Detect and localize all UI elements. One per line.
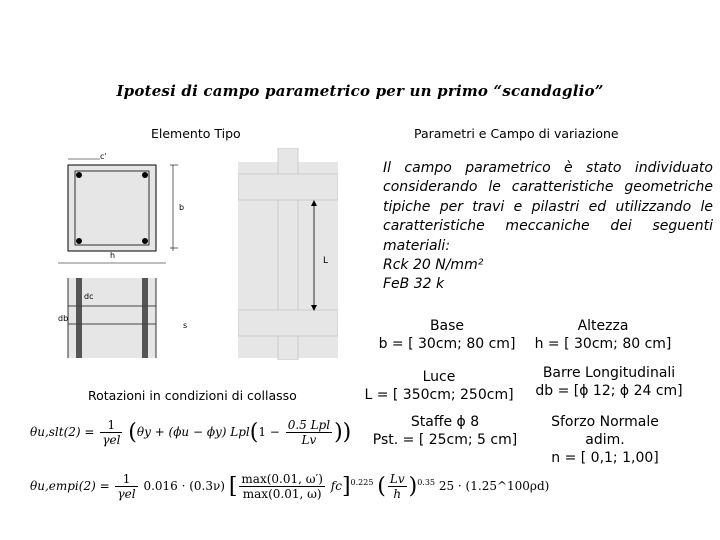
L-label: L xyxy=(323,256,329,266)
description-line: caratteristiche meccaniche dei seguenti xyxy=(383,218,713,235)
f2-exp1: 0.225 xyxy=(350,478,374,487)
f2-max-n: max(0.01, ω′) xyxy=(241,472,323,486)
s-label: s xyxy=(183,321,188,330)
staffe-label: Staffe ϕ 8 xyxy=(410,414,480,430)
f2-lv-n: Lv xyxy=(389,472,405,486)
db-label: db xyxy=(58,314,69,323)
f1-eq: = xyxy=(84,425,95,439)
param-altezza xyxy=(528,317,678,353)
sforzo-label: Sforzo Normale adim. xyxy=(551,414,659,448)
header-parametri: Parametri e Campo di variazione xyxy=(414,126,619,141)
header-rotazioni: Rotazioni in condizioni di collasso xyxy=(88,388,297,403)
description-line: materiali: xyxy=(383,237,451,254)
description-line: tipiche per travi e pilastri ed utilizzando le xyxy=(383,198,713,215)
f2-lv-d: h xyxy=(393,487,402,501)
f1-coef-n: 1 xyxy=(100,418,122,433)
long-bar xyxy=(76,278,82,358)
f1-lhs: θu,slt(2) xyxy=(30,425,81,439)
f2-lhs: θu,empi(2) xyxy=(30,479,96,493)
f1-tail-n: 0.5 Lpl xyxy=(287,418,331,432)
description-paragraph xyxy=(383,159,713,295)
staffe-value: Pst. = [ 25cm; 5 cm] xyxy=(372,432,518,448)
barre-value: db = [ϕ 12; ϕ 24 cm] xyxy=(535,383,683,399)
description-line: Il campo parametrico è stato individuato xyxy=(383,160,713,176)
base-label: Base xyxy=(429,318,465,334)
formula-theta-slt: θu,slt(2) = $\frac{1}{\text{γel}}$ (θy + (ϕu − ϕy) Lpl(1 − $\frac{\text{0.5 Lpl}}{Lv}$ )) xyxy=(30,418,352,447)
long-bar xyxy=(142,278,148,358)
param-barre xyxy=(534,364,684,400)
luce-label: Luce xyxy=(422,369,456,385)
f2-const: 0.016 · (0.3ν) xyxy=(143,479,225,493)
f1-body: θy + (ϕu − ϕy) Lpl xyxy=(136,425,250,439)
f2-fc: fc xyxy=(330,479,342,493)
header-elemento-tipo: Elemento Tipo xyxy=(151,126,241,141)
base-value: b = [ 30cm; 80 cm] xyxy=(378,336,516,352)
f2-exp2: 0.35 xyxy=(417,478,436,487)
h-label: h xyxy=(110,251,116,260)
rck-value: Rck 20 N/mm² xyxy=(383,257,484,274)
param-luce xyxy=(364,368,514,404)
altezza-label: Altezza xyxy=(577,318,629,334)
description-line: considerando le caratteristiche geometriche xyxy=(383,179,713,196)
f1-tail-d: Lv xyxy=(301,433,317,447)
rebar xyxy=(142,238,148,244)
param-sforzo xyxy=(530,413,680,467)
formula-theta-empi: θu,empi(2) = $\frac{1}{\text{γel}}$ 0.016 · (0.3ν) [ $\frac{\max(0.01, \omega')}{\max(0.01, \omega)}$ fc]$^{0.225}$ ( $\frac{Lv}{h}$ )$^{0.35}$ 25 · (1.25^100ρd) xyxy=(30,472,550,501)
f1-coef-d: γel xyxy=(102,433,121,447)
param-base xyxy=(372,317,522,353)
b-label: b xyxy=(179,203,185,212)
sforzo-value: n = [ 0,1; 1,00] xyxy=(551,450,659,466)
barre-label: Barre Longitudinali xyxy=(542,365,676,381)
page-title: Ipotesi di campo parametrico per un primo “scandaglio” xyxy=(116,82,604,100)
f2-max-d: max(0.01, ω) xyxy=(242,487,322,501)
cover-label: c' xyxy=(100,152,107,161)
dc-label: dc xyxy=(84,292,94,301)
f2-eq: = xyxy=(99,479,110,493)
beam-top xyxy=(238,174,338,200)
rebar xyxy=(76,238,82,244)
rebar xyxy=(76,172,82,178)
beam-bottom xyxy=(238,310,338,336)
f2-coef-n: 1 xyxy=(115,472,137,487)
cross-section xyxy=(68,165,156,251)
rebar xyxy=(142,172,148,178)
feb-value: FeB 32 k xyxy=(383,276,445,293)
f2-coef-d: γel xyxy=(117,487,136,501)
f2-tail: 25 · (1.25^100ρd) xyxy=(438,479,550,493)
altezza-value: h = [ 30cm; 80 cm] xyxy=(534,336,672,352)
element-diagram xyxy=(58,148,348,360)
param-staffe xyxy=(370,413,520,449)
luce-value: L = [ 350cm; 250cm] xyxy=(364,387,514,403)
